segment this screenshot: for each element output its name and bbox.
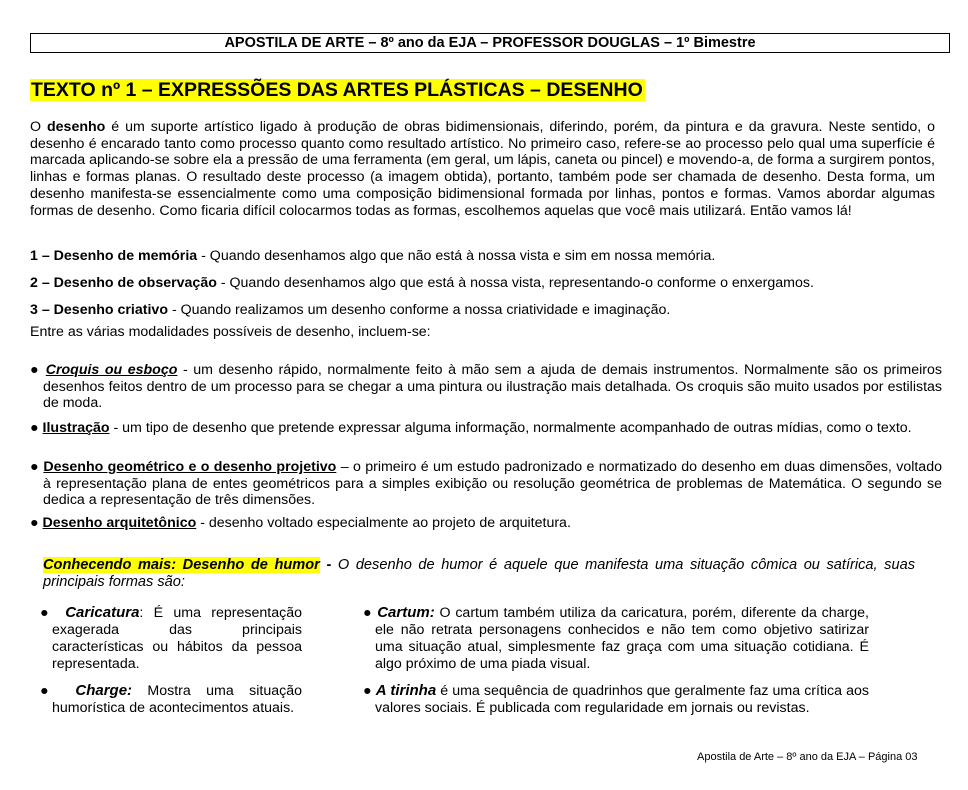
intro-lead: O	[30, 119, 47, 135]
page-footer: Apostila de Arte – 8º ano da EJA – Página 03	[697, 751, 918, 763]
type-item-criativo	[30, 302, 670, 319]
bullet-icon: ●	[40, 605, 55, 621]
humor-dash: -	[319, 557, 338, 573]
humor-form-desc: é uma sequência de quadrinhos que geralmente faz uma crítica aos valores sociais. É publicada com regularidade em jornais ou revistas.	[375, 683, 869, 716]
humor-text: O desenho de humor é aquele que manifesta uma situação cômica ou satírica, suas principais formas são:	[43, 557, 915, 590]
humor-form-term: Cartum:	[377, 604, 435, 621]
modality-term: Ilustração	[42, 420, 110, 436]
modality-item-croquis	[30, 362, 942, 412]
modality-desc: - desenho voltado especialmente ao projeto de arquitetura.	[196, 515, 571, 531]
humor-form-cartum	[363, 604, 869, 673]
intro-paragraph	[30, 119, 935, 219]
modality-term: Desenho arquitetônico	[42, 515, 197, 531]
page-title: TEXTO nº 1 – EXPRESSÕES DAS ARTES PLÁSTICAS – DESENHO	[31, 79, 643, 101]
humor-form-charge	[40, 682, 302, 717]
type-desc: - Quando realizamos um desenho conforme a nossa criatividade e imaginação.	[168, 302, 671, 318]
bullet-icon: ●	[40, 683, 60, 699]
type-term: 3 – Desenho criativo	[30, 302, 168, 318]
modality-item-geometrico	[30, 459, 942, 509]
modality-term: Croquis ou esboço	[45, 362, 178, 378]
humor-form-term: A tirinha	[375, 682, 437, 699]
bullet-icon: ●	[30, 420, 39, 436]
humor-heading: Conhecendo mais: Desenho de humor	[43, 557, 320, 573]
humor-form-desc: : É uma representação exagerada das principais características ou hábitos da pessoa representada.	[52, 605, 302, 672]
bullet-icon: ●	[363, 605, 373, 621]
humor-form-term: Caricatura	[65, 604, 140, 621]
humor-form-desc: O cartum também utiliza da caricatura, porém, diferente da charge, ele não retrata personagens conhecidos e não tem como objetivo satirizar uma situação atual, simplesmente faz graça com uma situação cotidiana. É algo próximo de uma piada visual.	[375, 605, 869, 672]
modalities-intro: Entre as várias modalidades possíveis de desenho, incluem-se:	[30, 324, 431, 340]
modality-item-ilustracao	[30, 420, 942, 437]
humor-form-caricatura	[40, 604, 302, 673]
modality-item-arquitetonico	[30, 515, 942, 532]
modality-desc: - um desenho rápido, normalmente feito à mão sem a ajuda de demais instrumentos. Normalmente são os primeiros desenhos feitos dentro de um processo para se chegar a uma pintura ou ilustração mais detalhada. Os croquis são muito usados por estilistas de moda.	[43, 362, 942, 412]
modality-term: Desenho geométrico e o desenho projetivo	[43, 459, 337, 475]
type-desc: - Quando desenhamos algo que está à nossa vista, representando-o conforme o enxergamos.	[216, 275, 814, 291]
document-header	[30, 33, 950, 53]
humor-form-desc: Mostra uma situação humorística de acontecimentos atuais.	[52, 683, 302, 716]
bullet-icon: ●	[30, 362, 41, 378]
humor-form-term: Charge:	[75, 682, 133, 699]
humor-section	[43, 557, 915, 591]
bullet-icon: ●	[30, 515, 39, 531]
bullet-icon: ●	[363, 683, 372, 699]
type-desc: - Quando desenhamos algo que não está à nossa vista e sim em nossa memória.	[197, 248, 716, 264]
type-term: 1 – Desenho de memória	[30, 248, 198, 264]
type-term: 2 – Desenho de observação	[30, 275, 217, 291]
intro-rest: é um suporte artístico ligado à produção de obras bidimensionais, diferindo, porém, da pintura e da gravura. Neste sentido, o desenho é encarado tanto como processo quanto como resultado artístico. No primeiro caso, refere-se ao processo pelo qual uma superfície é marcada aplicando-se sobre ela a pressão de uma ferramenta (em geral, um lápis, caneta ou pincel) e movendo-a, de forma a surgirem pontos, linhas e formas planas. O resultado deste processo (a imagem obtida), portanto, também pode ser chamada de desenho. Desta forma, um desenho manifesta-se essencialmente como uma composição bidimensional formada por linhas, pontos e formas. Vamos abordar algumas formas de desenho. Como ficaria difícil colocarmos todas as formas, escolhemos aquelas que você mais utilizará. Então vamos lá!	[30, 119, 935, 219]
intro-term: desenho	[47, 119, 106, 135]
header-text: APOSTILA DE ARTE – 8º ano da EJA – PROFESSOR DOUGLAS – 1º Bimestre	[224, 35, 756, 51]
type-item-observacao	[30, 275, 814, 292]
modality-desc: – o primeiro é um estudo padronizado e normatizado do desenho em duas dimensões, voltado à representação plana de entes geométricos para a simples exibição ou resolução geométrica de problemas de Matemática. O segundo se dedica a representação de três dimensões.	[43, 459, 942, 509]
type-item-memoria	[30, 248, 715, 265]
humor-form-tirinha	[363, 682, 869, 717]
bullet-icon: ●	[30, 459, 39, 475]
modality-desc: - um tipo de desenho que pretende expressar alguma informação, normalmente acompanhado de outras mídias, como o texto.	[109, 420, 912, 436]
